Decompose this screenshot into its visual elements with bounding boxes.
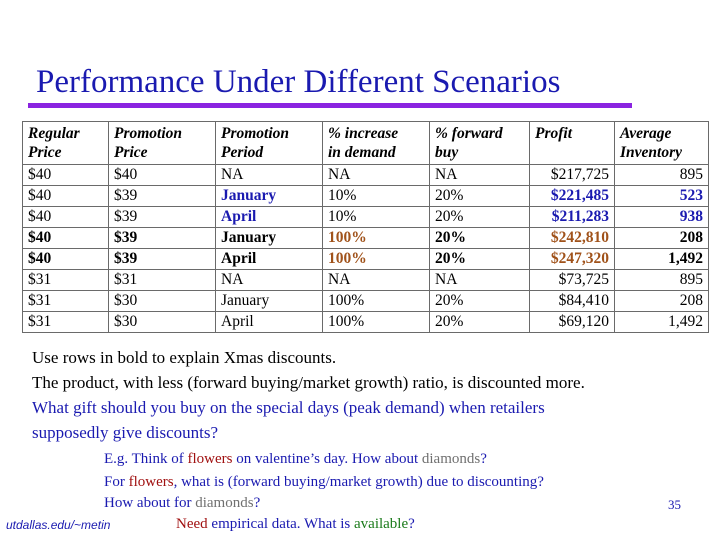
table-cell: April xyxy=(216,207,323,228)
table-row xyxy=(23,186,709,207)
table-row xyxy=(23,165,709,186)
table-cell: 100% xyxy=(323,249,430,270)
table-row xyxy=(23,249,709,270)
table-row xyxy=(23,207,709,228)
table-cell: $40 xyxy=(23,186,109,207)
table-cell: 895 xyxy=(615,270,709,291)
table-cell: NA xyxy=(216,165,323,186)
table-cell: January xyxy=(216,186,323,207)
example-line: For flowers, what is (forward buying/market growth) due to discounting? xyxy=(104,474,544,490)
table-cell: $31 xyxy=(23,291,109,312)
table-row xyxy=(23,270,709,291)
table-cell: $31 xyxy=(109,270,216,291)
table-cell: NA xyxy=(430,270,530,291)
header-cell: Regular Price xyxy=(23,122,109,165)
table-cell: $31 xyxy=(23,312,109,333)
table-cell: $39 xyxy=(109,186,216,207)
header-cell: % increase in demand xyxy=(323,122,430,165)
table-cell: 100% xyxy=(323,228,430,249)
header-cell: Average Inventory xyxy=(615,122,709,165)
table-cell: $39 xyxy=(109,207,216,228)
table-cell: $40 xyxy=(23,165,109,186)
table-row xyxy=(23,228,709,249)
table-cell: 20% xyxy=(430,186,530,207)
scenario-table xyxy=(22,121,709,333)
table-cell: January xyxy=(216,228,323,249)
table-cell: $40 xyxy=(23,207,109,228)
note-line: The product, with less (forward buying/market growth) ratio, is discounted more. xyxy=(32,373,585,392)
table-cell: $30 xyxy=(109,291,216,312)
table-cell: $242,810 xyxy=(530,228,615,249)
note-line: Use rows in bold to explain Xmas discounts. xyxy=(32,348,337,367)
table-cell: 20% xyxy=(430,249,530,270)
table-cell: NA xyxy=(430,165,530,186)
table-cell: 523 xyxy=(615,186,709,207)
question-line: supposedly give discounts? xyxy=(32,423,219,442)
table-cell: $40 xyxy=(109,165,216,186)
table-cell: April xyxy=(216,312,323,333)
table-cell: $73,725 xyxy=(530,270,615,291)
page-number: 35 xyxy=(668,497,681,512)
table-cell: 208 xyxy=(615,291,709,312)
table-cell: NA xyxy=(323,165,430,186)
title-underline xyxy=(28,103,632,108)
table-cell: 100% xyxy=(323,291,430,312)
header-cell: Promotion Period xyxy=(216,122,323,165)
table-cell: 10% xyxy=(323,186,430,207)
table-cell: $40 xyxy=(23,249,109,270)
table-cell: NA xyxy=(216,270,323,291)
table-cell: $30 xyxy=(109,312,216,333)
table-cell: $247,320 xyxy=(530,249,615,270)
table-cell: 208 xyxy=(615,228,709,249)
footer-url: utdallas.edu/~metin xyxy=(6,518,111,532)
header-cell: % forward buy xyxy=(430,122,530,165)
table-cell: $39 xyxy=(109,228,216,249)
table-cell: $211,283 xyxy=(530,207,615,228)
table-cell: 1,492 xyxy=(615,312,709,333)
table-cell: 938 xyxy=(615,207,709,228)
table-cell: 1,492 xyxy=(615,249,709,270)
slide-title: Performance Under Different Scenarios xyxy=(36,64,561,100)
question-line: What gift should you buy on the special days (peak demand) when retailers xyxy=(32,398,545,417)
table-cell: $221,485 xyxy=(530,186,615,207)
table-cell: 10% xyxy=(323,207,430,228)
table-cell: $40 xyxy=(23,228,109,249)
table-row xyxy=(23,312,709,333)
table-cell: 20% xyxy=(430,228,530,249)
table-cell: $31 xyxy=(23,270,109,291)
table-cell: $84,410 xyxy=(530,291,615,312)
table-cell: $217,725 xyxy=(530,165,615,186)
table-cell: April xyxy=(216,249,323,270)
table-header-row xyxy=(23,122,709,165)
table-cell: 895 xyxy=(615,165,709,186)
table-cell: NA xyxy=(323,270,430,291)
table-cell: $39 xyxy=(109,249,216,270)
header-cell: Promotion Price xyxy=(109,122,216,165)
table-row xyxy=(23,291,709,312)
table-cell: 20% xyxy=(430,207,530,228)
table-cell: 20% xyxy=(430,291,530,312)
table-cell: January xyxy=(216,291,323,312)
example-line: Need empirical data. What is available? xyxy=(176,516,415,532)
header-cell: Profit xyxy=(530,122,615,165)
example-line: E.g. Think of flowers on valentine’s day. How about diamonds? xyxy=(104,451,487,467)
table-cell: 20% xyxy=(430,312,530,333)
table-cell: 100% xyxy=(323,312,430,333)
example-line: How about for diamonds? xyxy=(104,495,261,511)
table-cell: $69,120 xyxy=(530,312,615,333)
